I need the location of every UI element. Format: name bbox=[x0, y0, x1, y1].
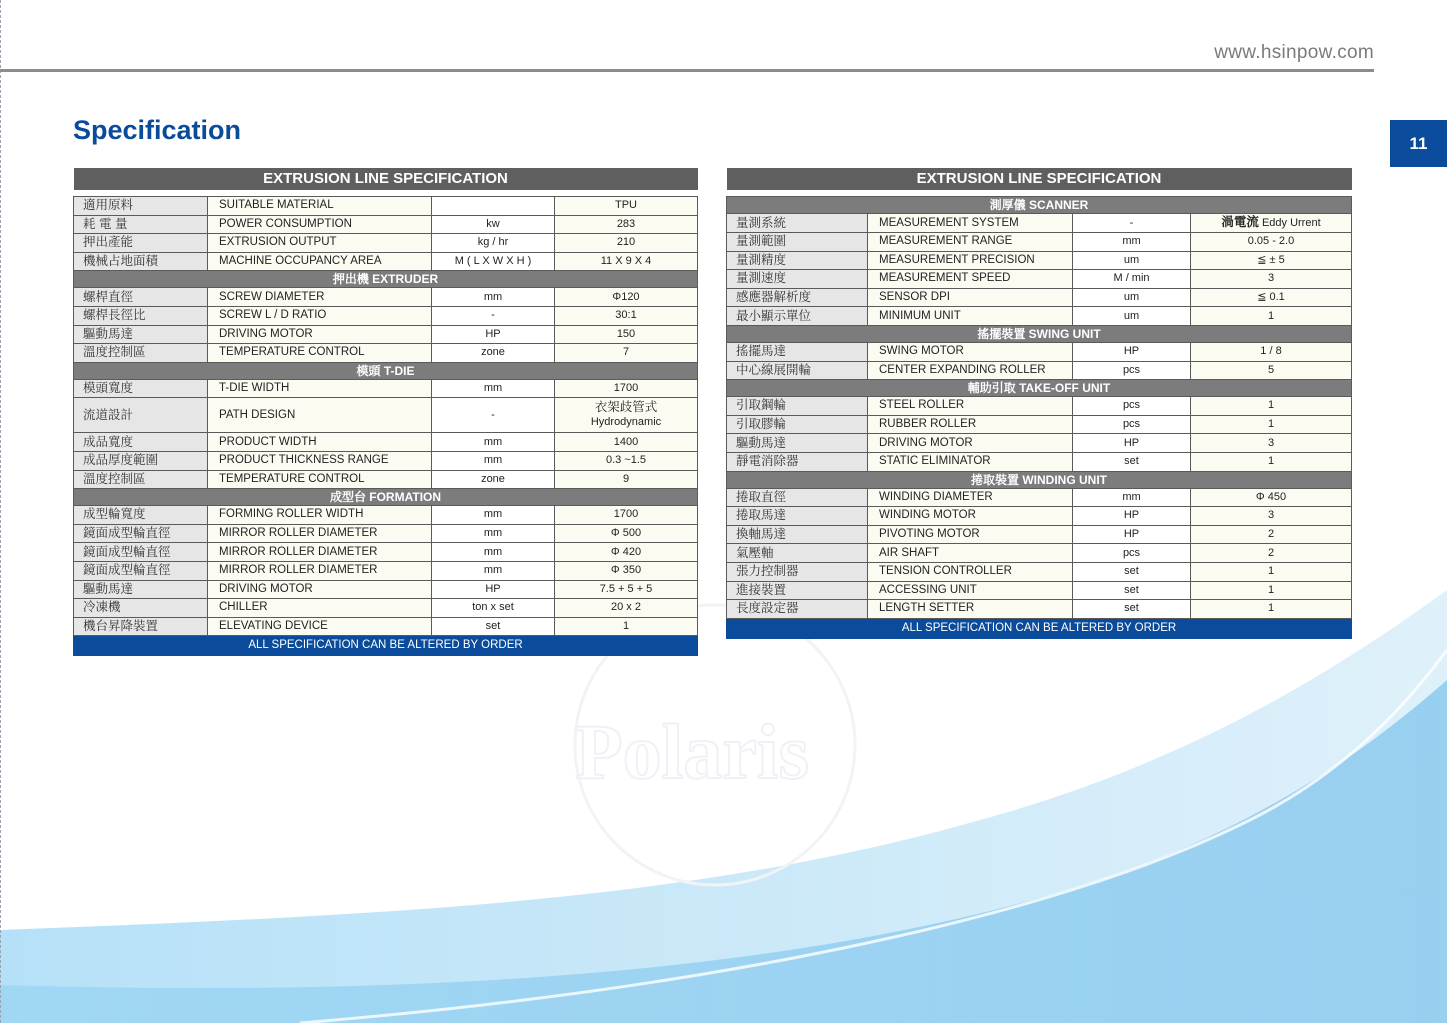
unit-cell: M / min bbox=[1073, 270, 1191, 289]
unit-cell: set bbox=[1073, 562, 1191, 581]
label-en: TENSION CONTROLLER bbox=[868, 562, 1073, 581]
table-footer-row bbox=[74, 636, 698, 656]
table-row bbox=[727, 600, 1352, 619]
value-cell: 1 bbox=[1191, 600, 1352, 619]
unit-cell: zone bbox=[432, 344, 555, 363]
table-row bbox=[727, 415, 1352, 434]
value-cell: Φ120 bbox=[555, 288, 698, 307]
table-row bbox=[74, 580, 698, 599]
label-zh: 最小顯示單位 bbox=[727, 307, 868, 326]
label-zh: 成型輪寬度 bbox=[74, 506, 208, 525]
label-zh: 溫度控制區 bbox=[74, 470, 208, 489]
table-row bbox=[727, 342, 1352, 361]
label-zh: 靜電消除器 bbox=[727, 452, 868, 471]
label-zh: 引取膠輪 bbox=[727, 415, 868, 434]
unit-cell: mm bbox=[432, 561, 555, 580]
unit-cell: mm bbox=[1073, 233, 1191, 252]
table-row bbox=[727, 525, 1352, 544]
label-en: MEASUREMENT SYSTEM bbox=[868, 214, 1073, 233]
value-cell: 20 x 2 bbox=[555, 599, 698, 618]
value-cell: 3 bbox=[1191, 434, 1352, 453]
label-en: MACHINE OCCUPANCY AREA bbox=[208, 252, 432, 271]
label-zh: 溫度控制區 bbox=[74, 344, 208, 363]
unit-cell: set bbox=[1073, 600, 1191, 619]
section-header-row bbox=[727, 325, 1352, 342]
value-cell: 1 bbox=[1191, 397, 1352, 416]
value-en: Eddy Urrent bbox=[1261, 217, 1321, 229]
label-zh: 量測速度 bbox=[727, 270, 868, 289]
unit-cell: kg / hr bbox=[432, 234, 555, 253]
label-zh: 耗 電 量 bbox=[74, 215, 208, 234]
value-cell: 11 X 9 X 4 bbox=[555, 252, 698, 271]
unit-cell: pcs bbox=[1073, 361, 1191, 380]
label-zh: 換軸馬達 bbox=[727, 525, 868, 544]
label-en: CENTER EXPANDING ROLLER bbox=[868, 361, 1073, 380]
section-title: 押出機 EXTRUDER bbox=[74, 271, 698, 288]
label-zh: 螺桿長徑比 bbox=[74, 306, 208, 325]
unit-cell: - bbox=[1073, 214, 1191, 233]
unit-cell: pcs bbox=[1073, 397, 1191, 416]
value-cell: 30:1 bbox=[555, 306, 698, 325]
unit-cell: kw bbox=[432, 215, 555, 234]
section-header-row bbox=[727, 380, 1352, 397]
table-row bbox=[727, 397, 1352, 416]
table-row bbox=[727, 452, 1352, 471]
section-header-row bbox=[727, 471, 1352, 488]
label-en: PRODUCT WIDTH bbox=[208, 433, 432, 452]
table-row bbox=[727, 233, 1352, 252]
unit-cell: mm bbox=[1073, 488, 1191, 507]
unit-cell: HP bbox=[432, 325, 555, 344]
table-row bbox=[74, 325, 698, 344]
label-zh: 鏡面成型輪直徑 bbox=[74, 524, 208, 543]
unit-cell: mm bbox=[432, 451, 555, 470]
label-en: DRIVING MOTOR bbox=[208, 325, 432, 344]
value-cell: 0.3 ~1.5 bbox=[555, 451, 698, 470]
label-en: RUBBER ROLLER bbox=[868, 415, 1073, 434]
value-cell: 3 bbox=[1191, 507, 1352, 526]
value-cell: 1 bbox=[1191, 581, 1352, 600]
table-row bbox=[74, 252, 698, 271]
value-cell: 1700 bbox=[555, 506, 698, 525]
label-zh: 機械占地面積 bbox=[74, 252, 208, 271]
label-zh: 量測精度 bbox=[727, 251, 868, 270]
value-cell: 9 bbox=[555, 470, 698, 489]
value-cell: Φ 420 bbox=[555, 543, 698, 562]
label-en: PRODUCT THICKNESS RANGE bbox=[208, 451, 432, 470]
table-row bbox=[727, 361, 1352, 380]
label-en: PIVOTING MOTOR bbox=[868, 525, 1073, 544]
table-row bbox=[727, 544, 1352, 563]
watermark-text: Polaris bbox=[575, 708, 809, 795]
label-zh: 驅動馬達 bbox=[727, 434, 868, 453]
label-en: MEASUREMENT PRECISION bbox=[868, 251, 1073, 270]
unit-cell: HP bbox=[1073, 342, 1191, 361]
value-cell: 1 bbox=[555, 617, 698, 636]
label-en: TEMPERATURE CONTROL bbox=[208, 344, 432, 363]
table-title: EXTRUSION LINE SPECIFICATION bbox=[74, 168, 698, 190]
label-en: DRIVING MOTOR bbox=[208, 580, 432, 599]
label-en: SWING MOTOR bbox=[868, 342, 1073, 361]
label-zh: 氣壓軸 bbox=[727, 544, 868, 563]
section-title: 輔助引取 TAKE-OFF UNIT bbox=[727, 380, 1352, 397]
table-row bbox=[74, 197, 698, 216]
value-cell: ≦ ± 5 bbox=[1191, 251, 1352, 270]
label-en: FORMING ROLLER WIDTH bbox=[208, 506, 432, 525]
value-cell: 283 bbox=[555, 215, 698, 234]
unit-cell: HP bbox=[1073, 507, 1191, 526]
value-cell: 7 bbox=[555, 344, 698, 363]
unit-cell: mm bbox=[432, 506, 555, 525]
value-cell: 1700 bbox=[555, 379, 698, 398]
section-title: 搖擺裝置 SWING UNIT bbox=[727, 325, 1352, 342]
unit-cell: mm bbox=[432, 379, 555, 398]
table-row bbox=[727, 488, 1352, 507]
label-en: EXTRUSION OUTPUT bbox=[208, 234, 432, 253]
value-cell: Φ 500 bbox=[555, 524, 698, 543]
table-footer-note: ALL SPECIFICATION CAN BE ALTERED BY ORDER bbox=[74, 636, 698, 656]
value-cell bbox=[1191, 214, 1352, 233]
value-cell: 2 bbox=[1191, 544, 1352, 563]
table-row bbox=[74, 234, 698, 253]
table-footer-note: ALL SPECIFICATION CAN BE ALTERED BY ORDER bbox=[727, 618, 1352, 638]
table-row bbox=[74, 524, 698, 543]
section-header-row bbox=[74, 271, 698, 288]
label-zh: 驅動馬達 bbox=[74, 580, 208, 599]
label-zh: 驅動馬達 bbox=[74, 325, 208, 344]
label-zh: 量測系統 bbox=[727, 214, 868, 233]
right-spec-table bbox=[726, 168, 1352, 639]
value-zh: 衣架歧管式 bbox=[594, 400, 658, 415]
value-cell: 7.5 + 5 + 5 bbox=[555, 580, 698, 599]
unit-cell: mm bbox=[432, 543, 555, 562]
label-en: ACCESSING UNIT bbox=[868, 581, 1073, 600]
table-row bbox=[74, 306, 698, 325]
label-zh: 長度設定器 bbox=[727, 600, 868, 619]
table-row bbox=[727, 270, 1352, 289]
table-row bbox=[727, 562, 1352, 581]
label-en: POWER CONSUMPTION bbox=[208, 215, 432, 234]
table-row bbox=[74, 288, 698, 307]
label-zh: 鏡面成型輪直徑 bbox=[74, 543, 208, 562]
unit-cell: um bbox=[1073, 251, 1191, 270]
table-row bbox=[727, 251, 1352, 270]
table-row bbox=[727, 434, 1352, 453]
table-row bbox=[74, 398, 698, 433]
value-cell: 1 bbox=[1191, 415, 1352, 434]
label-zh: 感應器解析度 bbox=[727, 288, 868, 307]
value-cell: TPU bbox=[555, 197, 698, 216]
label-zh: 捲取馬達 bbox=[727, 507, 868, 526]
value-cell: 2 bbox=[1191, 525, 1352, 544]
label-zh: 捲取直徑 bbox=[727, 488, 868, 507]
unit-cell: set bbox=[1073, 452, 1191, 471]
page-title: Specification bbox=[73, 115, 242, 145]
unit-cell: HP bbox=[1073, 434, 1191, 453]
unit-cell: um bbox=[1073, 288, 1191, 307]
value-cell bbox=[555, 398, 698, 433]
label-zh: 搖擺馬達 bbox=[727, 342, 868, 361]
value-cell: 1 bbox=[1191, 562, 1352, 581]
table-title-row bbox=[74, 168, 698, 190]
label-en: LENGTH SETTER bbox=[868, 600, 1073, 619]
unit-cell: M ( L X W X H ) bbox=[432, 252, 555, 271]
unit-cell: - bbox=[432, 306, 555, 325]
table-row bbox=[74, 561, 698, 580]
value-cell: 1 bbox=[1191, 307, 1352, 326]
label-en: MEASUREMENT RANGE bbox=[868, 233, 1073, 252]
section-title: 測厚儀 SCANNER bbox=[727, 197, 1352, 214]
label-en: SENSOR DPI bbox=[868, 288, 1073, 307]
unit-cell: set bbox=[1073, 581, 1191, 600]
value-cell: 1 bbox=[1191, 452, 1352, 471]
table-row bbox=[74, 344, 698, 363]
section-title: 捲取裝置 WINDING UNIT bbox=[727, 471, 1352, 488]
unit-cell: mm bbox=[432, 433, 555, 452]
section-title: 成型台 FORMATION bbox=[74, 489, 698, 506]
label-en: SCREW DIAMETER bbox=[208, 288, 432, 307]
label-zh: 螺桿直徑 bbox=[74, 288, 208, 307]
value-cell: 3 bbox=[1191, 270, 1352, 289]
label-en: TEMPERATURE CONTROL bbox=[208, 470, 432, 489]
table-row bbox=[727, 581, 1352, 600]
label-en: SUITABLE MATERIAL bbox=[208, 197, 432, 216]
label-zh: 進接裝置 bbox=[727, 581, 868, 600]
value-cell: 210 bbox=[555, 234, 698, 253]
section-title: 模頭 T-DIE bbox=[74, 362, 698, 379]
label-en: SCREW L / D RATIO bbox=[208, 306, 432, 325]
label-zh: 量測範圍 bbox=[727, 233, 868, 252]
label-en: MEASUREMENT SPEED bbox=[868, 270, 1073, 289]
table-row bbox=[727, 288, 1352, 307]
table-row bbox=[727, 214, 1352, 233]
label-en: T-DIE WIDTH bbox=[208, 379, 432, 398]
label-zh: 適用原料 bbox=[74, 197, 208, 216]
label-en: WINDING DIAMETER bbox=[868, 488, 1073, 507]
unit-cell bbox=[432, 197, 555, 216]
table-row bbox=[74, 617, 698, 636]
label-zh: 張力控制器 bbox=[727, 562, 868, 581]
value-zh: 渦電流 bbox=[1221, 215, 1259, 229]
unit-cell: HP bbox=[1073, 525, 1191, 544]
unit-cell: um bbox=[1073, 307, 1191, 326]
table-row bbox=[74, 599, 698, 618]
unit-cell: - bbox=[432, 398, 555, 433]
label-zh: 成品寬度 bbox=[74, 433, 208, 452]
label-zh: 引取鋼輪 bbox=[727, 397, 868, 416]
unit-cell: HP bbox=[432, 580, 555, 599]
website-url[interactable]: www.hsinpow.com bbox=[1214, 42, 1374, 63]
unit-cell: pcs bbox=[1073, 415, 1191, 434]
label-en: PATH DESIGN bbox=[208, 398, 432, 433]
value-en: Hydrodynamic bbox=[590, 416, 662, 429]
left-spec-table bbox=[73, 168, 698, 656]
table-title: EXTRUSION LINE SPECIFICATION bbox=[727, 168, 1352, 190]
value-cell: 0.05 - 2.0 bbox=[1191, 233, 1352, 252]
table-row bbox=[74, 451, 698, 470]
table-row bbox=[727, 507, 1352, 526]
page-number-tab: 11 bbox=[1390, 120, 1447, 167]
value-cell: 150 bbox=[555, 325, 698, 344]
label-en: MIRROR ROLLER DIAMETER bbox=[208, 561, 432, 580]
unit-cell: zone bbox=[432, 470, 555, 489]
value-cell: 1 / 8 bbox=[1191, 342, 1352, 361]
label-en: MIRROR ROLLER DIAMETER bbox=[208, 543, 432, 562]
label-en: STATIC ELIMINATOR bbox=[868, 452, 1073, 471]
label-zh: 模頭寬度 bbox=[74, 379, 208, 398]
table-row bbox=[74, 470, 698, 489]
label-en: MIRROR ROLLER DIAMETER bbox=[208, 524, 432, 543]
table-row bbox=[727, 307, 1352, 326]
label-en: AIR SHAFT bbox=[868, 544, 1073, 563]
table-row bbox=[74, 215, 698, 234]
unit-cell: ton x set bbox=[432, 599, 555, 618]
label-en: CHILLER bbox=[208, 599, 432, 618]
unit-cell: pcs bbox=[1073, 544, 1191, 563]
value-cell: 1400 bbox=[555, 433, 698, 452]
label-zh: 中心線展開輪 bbox=[727, 361, 868, 380]
label-zh: 冷凍機 bbox=[74, 599, 208, 618]
value-cell: Φ 350 bbox=[555, 561, 698, 580]
label-en: WINDING MOTOR bbox=[868, 507, 1073, 526]
label-en: MINIMUM UNIT bbox=[868, 307, 1073, 326]
unit-cell: mm bbox=[432, 288, 555, 307]
label-en: ELEVATING DEVICE bbox=[208, 617, 432, 636]
unit-cell: set bbox=[432, 617, 555, 636]
table-row bbox=[74, 543, 698, 562]
label-zh: 流道設計 bbox=[74, 398, 208, 433]
table-footer-row bbox=[727, 618, 1352, 638]
section-header-row bbox=[74, 489, 698, 506]
value-cell: 5 bbox=[1191, 361, 1352, 380]
table-row bbox=[74, 379, 698, 398]
label-zh: 押出產能 bbox=[74, 234, 208, 253]
section-header-row bbox=[74, 362, 698, 379]
value-cell: ≦ 0.1 bbox=[1191, 288, 1352, 307]
unit-cell: mm bbox=[432, 524, 555, 543]
value-cell: Φ 450 bbox=[1191, 488, 1352, 507]
label-zh: 機台昇降裝置 bbox=[74, 617, 208, 636]
table-row bbox=[74, 506, 698, 525]
label-zh: 鏡面成型輪直徑 bbox=[74, 561, 208, 580]
section-header-row bbox=[727, 197, 1352, 214]
table-title-row bbox=[727, 168, 1352, 190]
label-zh: 成品厚度範圍 bbox=[74, 451, 208, 470]
label-en: DRIVING MOTOR bbox=[868, 434, 1073, 453]
table-row bbox=[74, 433, 698, 452]
label-en: STEEL ROLLER bbox=[868, 397, 1073, 416]
